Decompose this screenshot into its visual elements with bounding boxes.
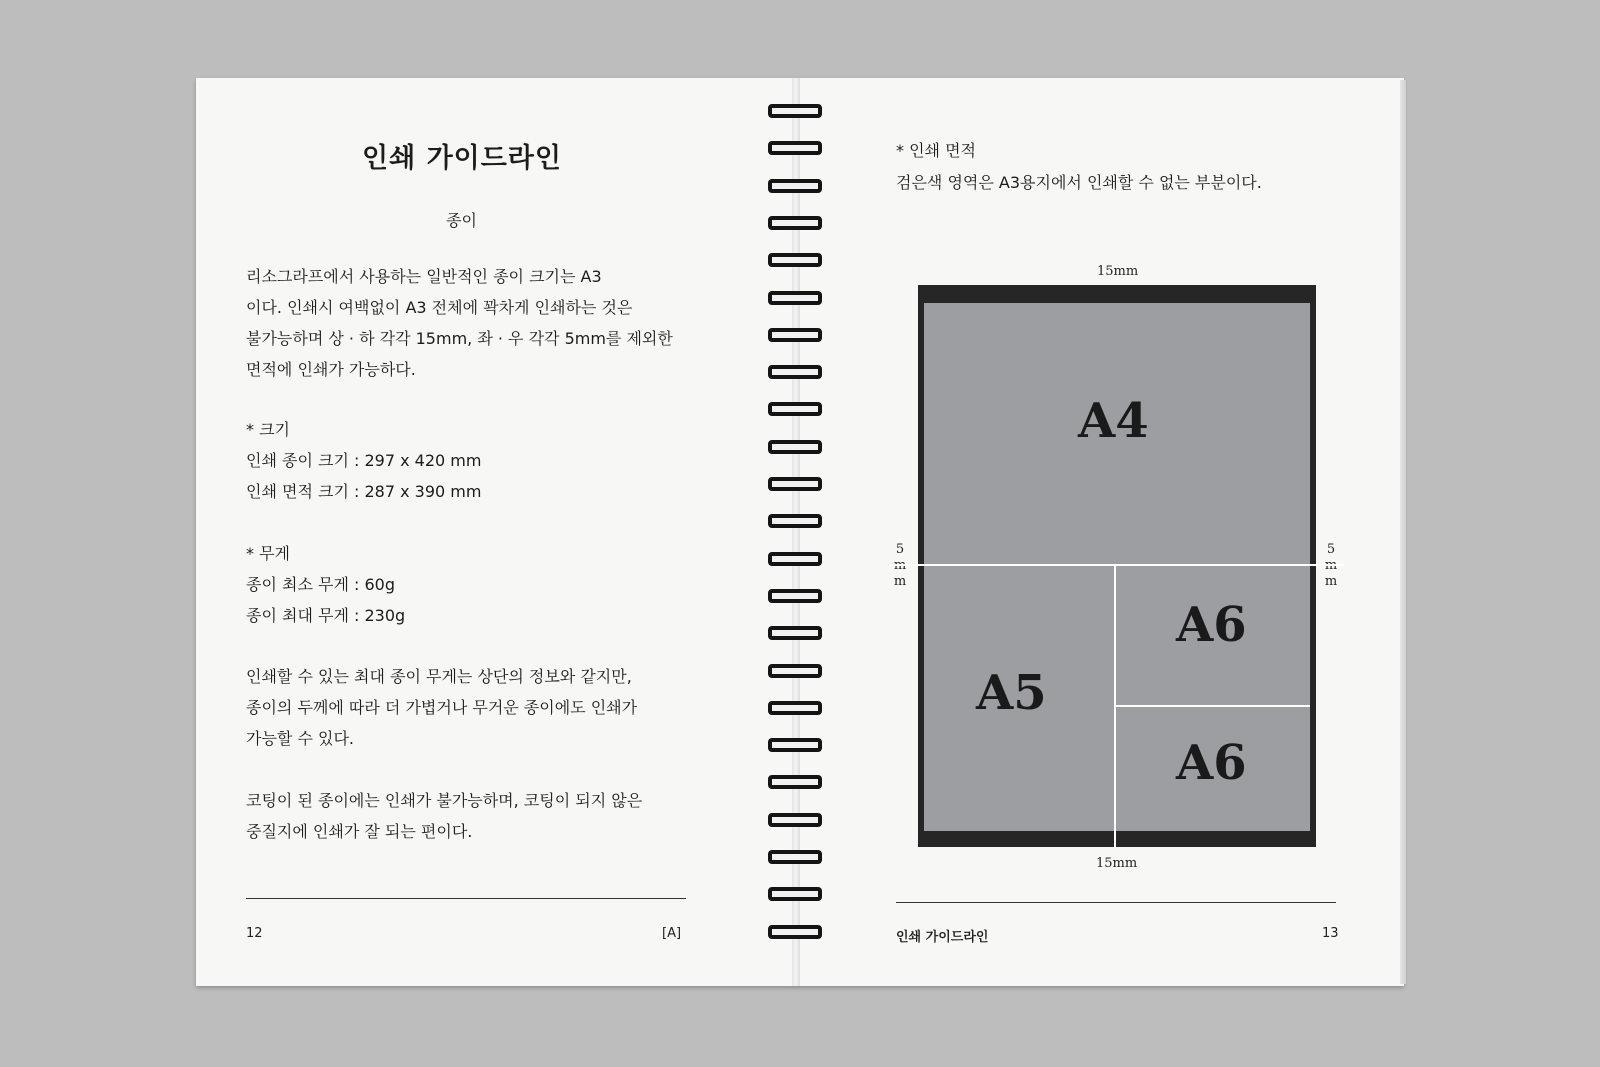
top-margin-label: 15mm — [1097, 264, 1139, 279]
page-number: 13 — [1322, 926, 1339, 941]
page-edge — [1400, 80, 1406, 984]
spiral-ring — [768, 291, 822, 305]
size-section — [246, 414, 481, 507]
a3-diagram — [918, 285, 1316, 847]
spiral-ring — [768, 141, 822, 155]
weight-heading: * 무게 — [246, 544, 290, 563]
area-caption: 검은색 영역은 A3용지에서 인쇄할 수 없는 부분이다. — [896, 173, 1262, 192]
size-line: 인쇄 면적 크기 : 287 x 390 mm — [246, 482, 482, 501]
spiral-ring — [768, 440, 822, 454]
spiral-ring — [768, 589, 822, 603]
spiral-binding — [766, 104, 826, 964]
spiral-ring — [768, 701, 822, 715]
spiral-ring — [768, 514, 822, 528]
right-margin-label — [1324, 542, 1338, 590]
intro-line: 이다. 인쇄시 여백없이 A3 전체에 꽉차게 인쇄하는 것은 — [246, 298, 633, 317]
intro-line: 리소그라프에서 사용하는 일반적인 종이 크기는 A3 — [246, 267, 602, 286]
spiral-ring — [768, 850, 822, 864]
weight-note — [246, 661, 637, 754]
weight-note-line: 인쇄할 수 있는 최대 종이 무게는 상단의 정보와 같지만, — [246, 667, 632, 686]
intro-line: 면적에 인쇄가 가능하다. — [246, 360, 416, 379]
spiral-ring — [768, 253, 822, 267]
intro-paragraph — [246, 261, 673, 385]
coating-note-line: 코팅이 된 종이에는 인쇄가 불가능하며, 코팅이 되지 않은 — [246, 791, 643, 810]
a6-division-line — [1114, 705, 1310, 707]
left-page — [196, 78, 796, 986]
coating-note — [246, 785, 642, 847]
spiral-ring — [768, 402, 822, 416]
a6-bottom-label: A6 — [1176, 735, 1247, 791]
margin-char: m — [893, 574, 907, 589]
weight-note-line: 가능할 수 있다. — [246, 729, 354, 748]
printable-area — [924, 303, 1310, 831]
page-title: 인쇄 가이드라인 — [362, 143, 562, 174]
spiral-ring — [768, 552, 822, 566]
footer-rule — [896, 902, 1336, 903]
spiral-ring — [768, 887, 822, 901]
spiral-ring — [768, 477, 822, 491]
margin-char — [893, 558, 907, 574]
spiral-ring — [768, 925, 822, 939]
spiral-ring — [768, 664, 822, 678]
spiral-ring — [768, 179, 822, 193]
a6-top-label: A6 — [1176, 597, 1247, 653]
area-heading: * 인쇄 면적 — [896, 141, 976, 160]
a4-a5-division-line — [890, 564, 1344, 566]
a4-label: A4 — [1078, 393, 1149, 449]
a5-label: A5 — [976, 665, 1047, 721]
bottom-margin-label: 15mm — [1096, 856, 1138, 871]
spiral-ring — [768, 328, 822, 342]
margin-char: 5 — [1326, 542, 1336, 557]
section-mark: [A] — [662, 926, 682, 941]
margin-char: m — [1324, 574, 1338, 589]
page-number: 12 — [246, 926, 263, 941]
footer-title: 인쇄 가이드라인 — [896, 930, 989, 945]
weight-note-line: 종이의 두께에 따라 더 가볍거나 무거운 종이에도 인쇄가 — [246, 698, 638, 717]
footer-rule — [246, 898, 686, 899]
spiral-ring — [768, 775, 822, 789]
weight-section — [246, 538, 405, 631]
margin-char — [1324, 558, 1338, 574]
spiral-ring — [768, 365, 822, 379]
spiral-ring — [768, 216, 822, 230]
intro-line: 불가능하며 상 · 하 각각 15mm, 좌 · 우 각각 5mm를 제외한 — [246, 329, 673, 348]
size-line: 인쇄 종이 크기 : 297 x 420 mm — [246, 451, 482, 470]
spiral-ring — [768, 104, 822, 118]
weight-line: 종이 최대 무게 : 230g — [246, 606, 406, 625]
spiral-ring — [768, 626, 822, 640]
left-margin-label — [893, 542, 907, 590]
section-subtitle: 종이 — [446, 211, 477, 230]
spiral-ring — [768, 738, 822, 752]
weight-line: 종이 최소 무게 : 60g — [246, 575, 395, 594]
spiral-ring — [768, 813, 822, 827]
coating-note-line: 중질지에 인쇄가 잘 되는 편이다. — [246, 822, 473, 841]
size-heading: * 크기 — [246, 420, 290, 439]
margin-char: 5 — [895, 542, 905, 557]
